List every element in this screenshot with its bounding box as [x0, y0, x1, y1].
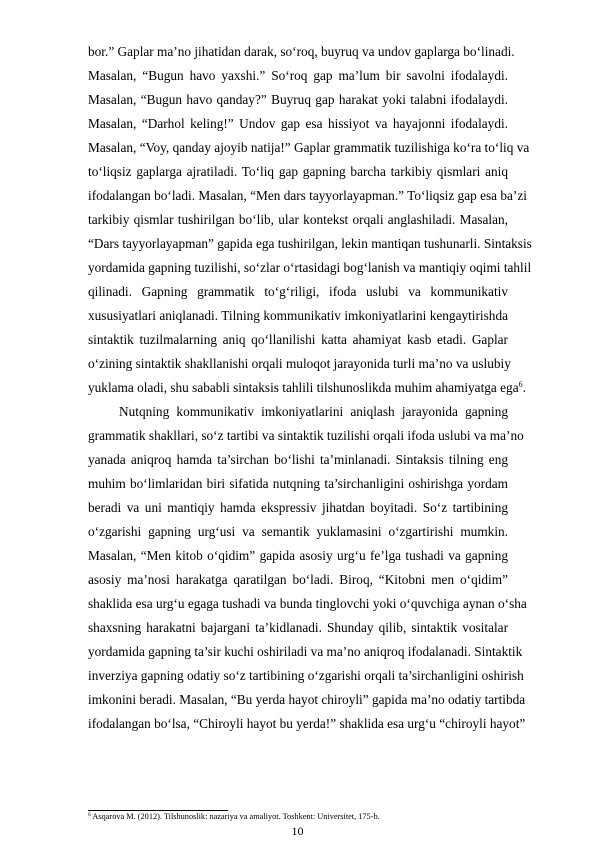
- page-number: 10: [291, 824, 304, 838]
- text-line: [88, 64, 508, 88]
- text-line: [88, 40, 515, 64]
- footnote-marker: 6: [88, 812, 91, 818]
- footnote: [88, 811, 508, 822]
- text-line: [88, 640, 523, 664]
- text-line-content: grammatik shakllari, so‘z tartibi va sintaktik tuzilishi orqali ifoda uslubi va ma’no: [88, 428, 524, 443]
- text-line: [88, 304, 508, 328]
- text-line: [88, 568, 508, 592]
- text-line-content: Masalan, “Men kitob o‘qidim” gapida asosiy urg‘u fe’lga tushadi va gapning: [88, 548, 508, 563]
- text-line-content: beradi va uni mantiqiy hamda ekspressiv jihatdan boyitadi. So‘z tartibining: [88, 500, 508, 515]
- text-line: [88, 592, 527, 616]
- text-line: [88, 688, 526, 712]
- text-line: [88, 232, 532, 256]
- text-line: [88, 616, 508, 640]
- text-line-content: yuklama oladi, shu sababli sintaksis tahlili tilshunoslikda muhim ahamiyatga ega: [88, 380, 519, 395]
- text-line: [88, 88, 508, 112]
- text-line: [88, 160, 508, 184]
- text-line-content: shaxsning harakatni bajargani ta’kidlanadi. Shunday qilib, sintaktik vositalar: [88, 620, 508, 635]
- text-line: [88, 328, 508, 352]
- text-line: [88, 256, 532, 280]
- text-line-content: imkonini beradi. Masalan, “Bu yerda hayot chiroyli” gapida ma’no odatiy tartibda: [88, 692, 526, 707]
- text-line: [119, 400, 508, 424]
- text-line: [88, 352, 511, 376]
- text-line-content: asosiy ma’nosi harakatga qaratilgan bo‘ladi. Biroq, “Kitobni men o‘qidim”: [88, 572, 508, 587]
- text-line-content: “Dars tayyorlayapman” gapida ega tushirilgan, lekin mantiqan tushunarli. Sintaksis: [88, 236, 532, 251]
- text-line: [88, 448, 508, 472]
- text-line-content: Masalan, “Bugun havo yaxshi.” So‘roq gap ma’lum bir savolni ifodalaydi.: [88, 68, 508, 83]
- text-line-content: bor.” Gaplar ma’no jihatidan darak, so‘roq, buyruq va undov gaplarga bo‘linadi.: [88, 44, 515, 59]
- footnote-reference: 6: [518, 380, 523, 389]
- text-line-content: xususiyatlari aniqlanadi. Tilning kommunikativ imkoniyatlarini kengaytirishda: [88, 308, 508, 323]
- text-line-content: shaklida esa urg‘u egaga tushadi va bunda tinglovchi yoki o‘quvchiga aynan o‘sha: [88, 596, 527, 611]
- text-line: [88, 544, 508, 568]
- text-line: [88, 280, 508, 304]
- text-line-content: tarkibiy qismlar tushirilgan bo‘lib, ular kontekst orqali anglashiladi. Masalan,: [88, 212, 508, 227]
- text-line: [88, 376, 526, 400]
- text-line-content: Nutqning kommunikativ imkoniyatlarini aniqlash jarayonida gapning: [119, 404, 508, 419]
- text-line: [88, 496, 508, 520]
- text-line-content: Masalan, “Darhol keling!” Undov gap esa hissiyot va hayajonni ifodalaydi.: [88, 116, 508, 131]
- text-line-content: sintaktik tuzilmalarning aniq qo‘llanilishi katta ahamiyat kasb etadi. Gaplar: [88, 332, 508, 347]
- text-line-content: inverziya gapning odatiy so‘z tartibining o‘zgarishi orqali ta’sirchanligini oshirish: [88, 668, 524, 683]
- text-line: [88, 208, 508, 232]
- text-line: [88, 184, 527, 208]
- text-line-content: muhim bo‘limlaridan biri sifatida nutqning ta’sirchanligini oshirishga yordam: [88, 476, 508, 491]
- trailing-punctuation: .: [522, 380, 526, 395]
- text-line-content: ifodalangan bo‘ladi. Masalan, “Men dars tayyorlayapman.” To‘liqsiz gap esa ba’zi: [88, 188, 527, 203]
- text-line: [88, 472, 508, 496]
- text-line-content: yordamida gapning tuzilishi, so‘zlar o‘rtasidagi bog‘lanish va mantiqiy oqimi tahlil: [88, 260, 532, 275]
- footnote-text: Asqarova M. (2012). Tilshunoslik: nazariya va amaliyot. Toshkent: Universitet, 175-b.: [92, 812, 380, 821]
- text-line-content: o‘zining sintaktik shakllanishi orqali muloqot jarayonida turli ma’no va uslubiy: [88, 356, 511, 371]
- text-line-content: qilinadi. Gapning grammatik to‘g‘riligi, ifoda uslubi va kommunikativ: [88, 284, 508, 299]
- text-line: [88, 520, 508, 544]
- text-line-content: Masalan, “Bugun havo qanday?” Buyruq gap harakat yoki talabni ifodalaydi.: [88, 92, 508, 107]
- text-line: [88, 712, 526, 736]
- text-line-content: Masalan, “Voy, qanday ajoyib natija!” Gaplar grammatik tuzilishiga ko‘ra to‘liq va: [88, 140, 530, 155]
- text-line: [88, 424, 524, 448]
- text-line: [88, 112, 508, 136]
- text-line-content: yordamida gapning ta’sir kuchi oshiriladi va ma’no aniqroq ifodalanadi. Sintaktik: [88, 644, 523, 659]
- text-line: [88, 664, 524, 688]
- text-line-content: ifodalangan bo‘lsa, “Chiroyli hayot bu yerda!” shaklida esa urg‘u “chiroyli hayot”: [88, 716, 526, 731]
- text-line-content: to‘liqsiz gaplarga ajratiladi. To‘liq gap gapning barcha tarkibiy qismlari aniq: [88, 164, 508, 179]
- text-line: [88, 136, 530, 160]
- text-line-content: o‘zgarishi gapning urg‘usi va semantik yuklamasini o‘zgartirishi mumkin.: [88, 524, 508, 539]
- text-line-content: yanada aniqroq hamda ta’sirchan bo‘lishi ta’minlanadi. Sintaksis tilning eng: [88, 452, 508, 467]
